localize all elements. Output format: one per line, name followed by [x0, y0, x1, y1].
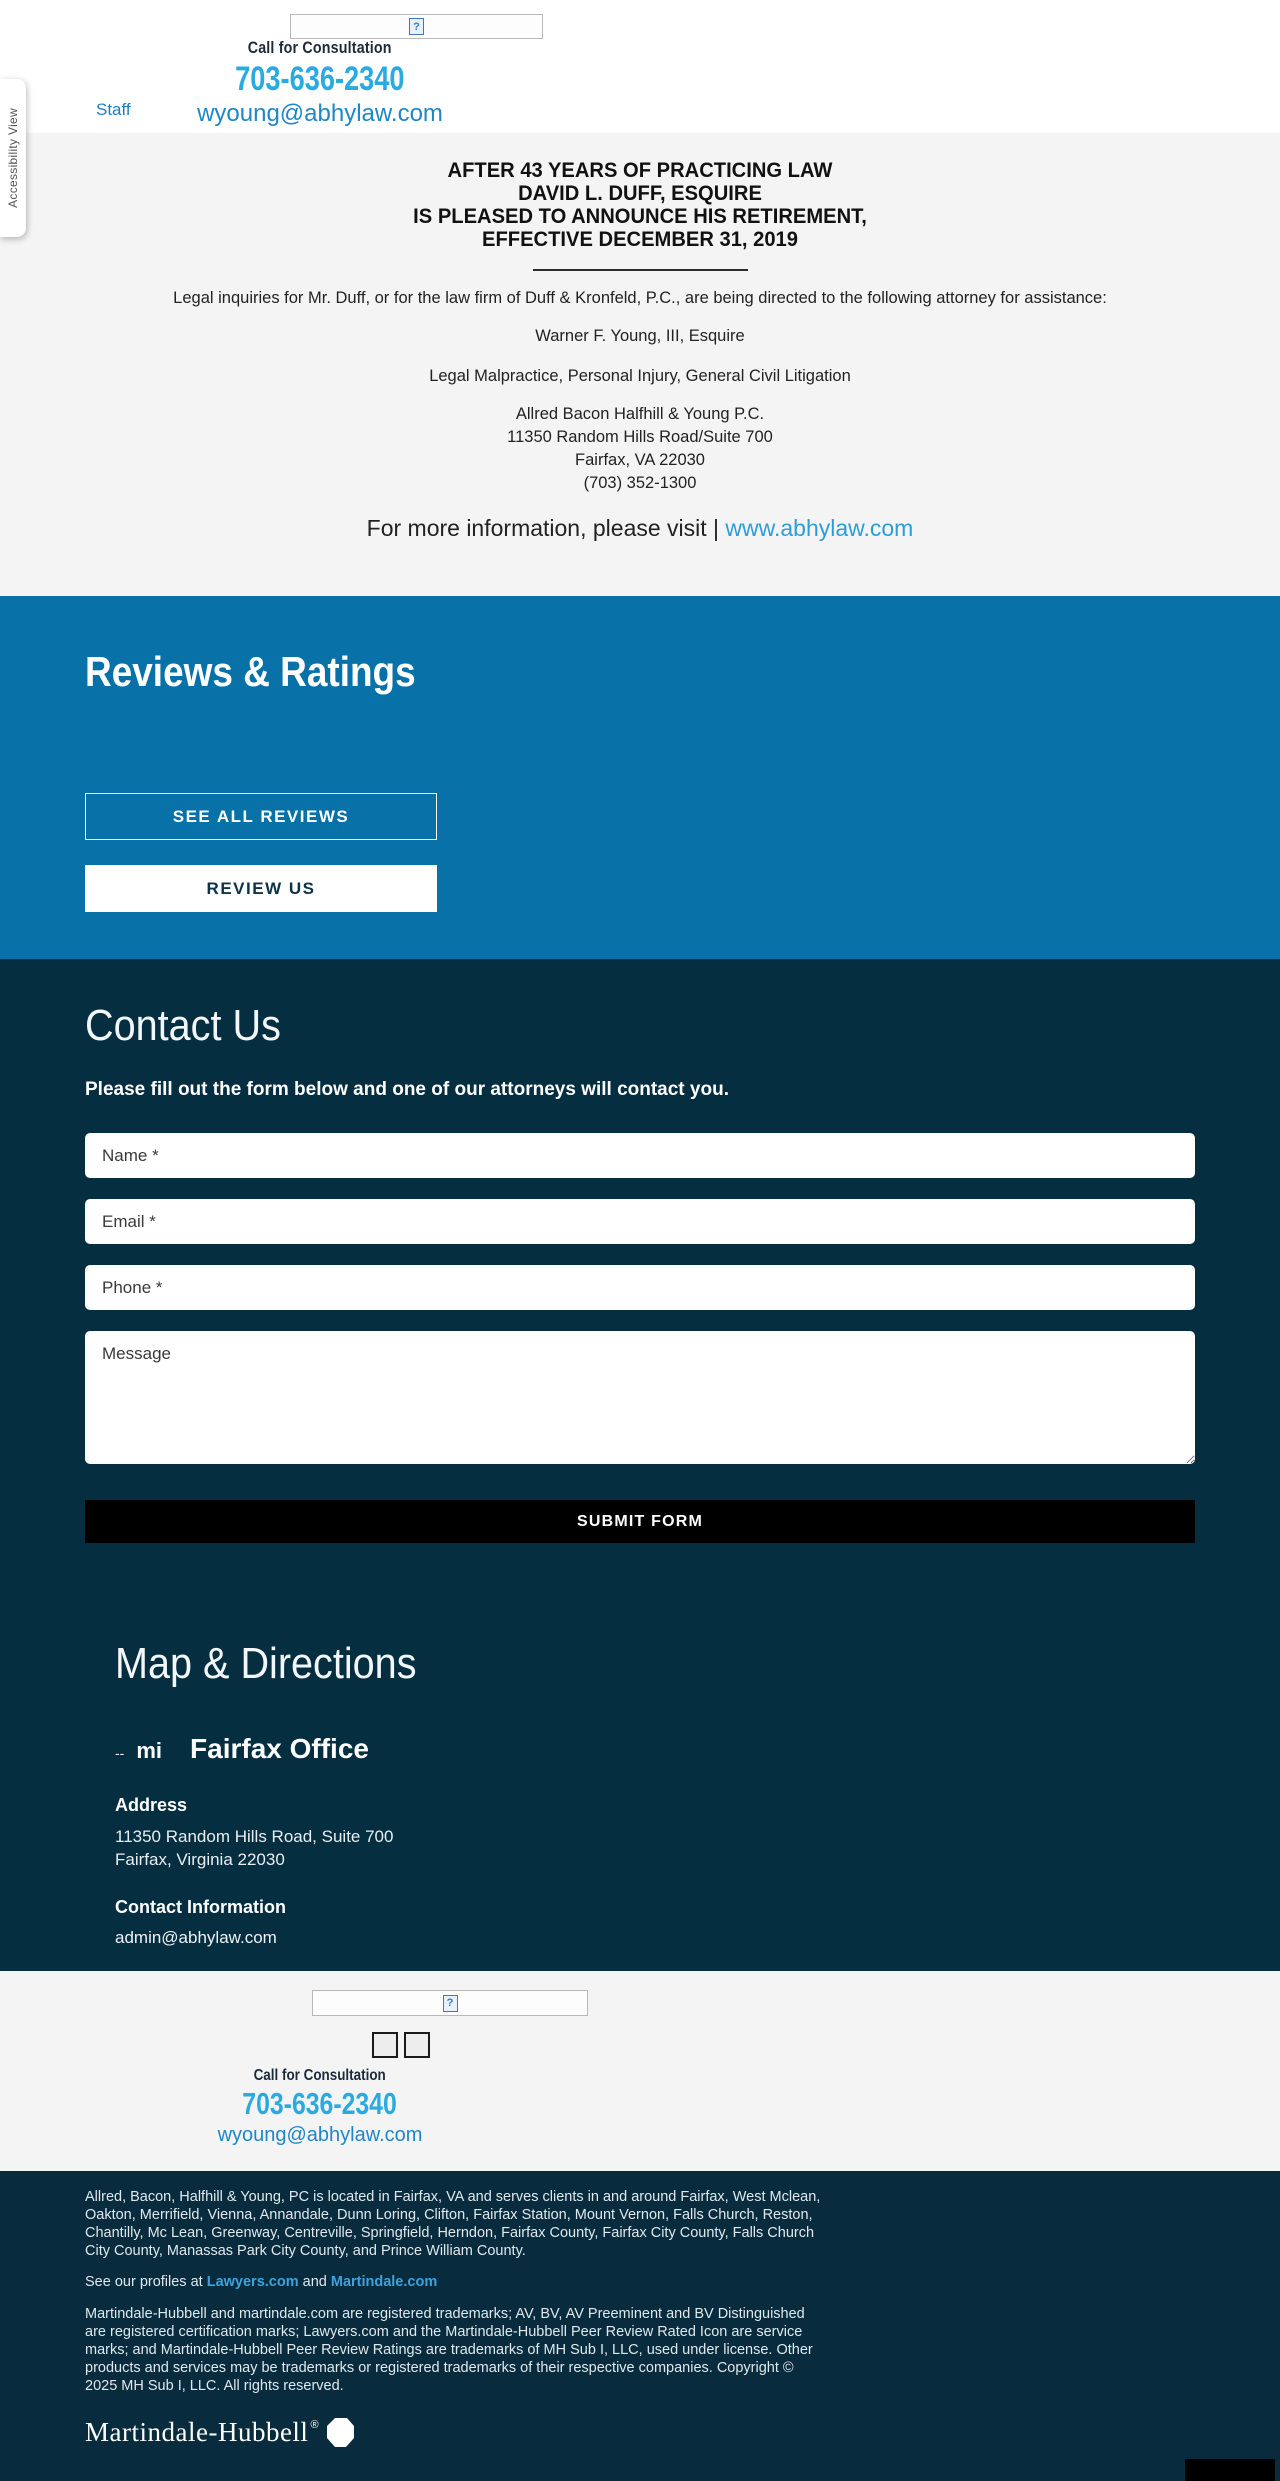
message-field[interactable] — [85, 1331, 1195, 1464]
announcement-intro: Legal inquiries for Mr. Duff, or for the law firm of Duff & Kronfeld, P.C., are being directed to the following attorney for assistance: — [173, 289, 1107, 307]
footer-logo-broken-image[interactable] — [312, 1990, 588, 2016]
martindale-com-link[interactable]: Martindale.com — [330, 2274, 438, 2290]
footer-call-label: Call for Consultation — [253, 2067, 387, 2084]
see-all-reviews-button[interactable]: SEE ALL REVIEWS — [85, 793, 437, 840]
office-row — [115, 1733, 1195, 1765]
firm-address-block: Allred Bacon Halfhill & Young P.C. 11350 Random Hills Road/Suite 700 Fairfax, VA 22030 (703) 352-1300 — [507, 405, 773, 492]
practice-areas: Legal Malpractice, Personal Injury, General Civil Litigation — [429, 367, 851, 385]
footer-contact-strip — [0, 1971, 1280, 2171]
profiles-line: See our profiles at Lawyers.com and Martindale.com — [85, 2274, 438, 2290]
social-icon-placeholder-2[interactable] — [404, 2032, 430, 2058]
footer-phone-link[interactable]: 703-636-2340 — [242, 2086, 398, 2121]
reviews-ratings-section — [0, 596, 1280, 959]
submit-form-button[interactable]: SUBMIT FORM — [85, 1500, 1195, 1543]
lawyers-com-link[interactable]: Lawyers.com — [206, 2274, 299, 2290]
header-email-link[interactable]: wyoung@abhylaw.com — [197, 100, 443, 127]
distance-value: -- — [115, 1745, 125, 1761]
contact-info-label: Contact Information — [115, 1897, 286, 1917]
header-contact-block — [85, 38, 555, 128]
call-for-consultation-label: Call for Consultation — [248, 38, 392, 57]
attorney-name: Warner F. Young, III, Esquire — [535, 327, 745, 345]
address-label: Address — [115, 1795, 188, 1815]
broken-image-icon: ? — [443, 1995, 458, 2012]
broken-image-icon: ? — [409, 18, 424, 35]
review-us-button[interactable]: REVIEW US — [85, 865, 437, 912]
legal-footer — [0, 2171, 1280, 2481]
site-header — [0, 0, 1280, 133]
footer-contact-block — [85, 2067, 555, 2147]
contact-form — [85, 1133, 1195, 1543]
footer-email-link[interactable]: wyoung@abhylaw.com — [217, 2124, 423, 2146]
phone-field[interactable] — [85, 1265, 1195, 1310]
accessibility-view-label: Accessibility View — [6, 108, 20, 208]
contact-title: Contact Us — [85, 1001, 281, 1050]
name-field[interactable] — [85, 1133, 1195, 1178]
office-email-link[interactable]: admin@abhylaw.com — [115, 1928, 277, 1947]
service-area-text: Allred, Bacon, Halfhill & Young, PC is located in Fairfax, VA and serves clients in and around Fairfax, West Mclean, Oakton, Merrifield, Vienna, Annandale, Dunn Loring, Clifton, Fairfax Station, Mount Vernon, Falls Church, Reston, Chantilly, Mc Lean, Greenway, Centreville, Springfield, Herndon, Fairfax County, Fairfax City County, Falls Church City County, Manassas Park City County, and Prince William County. — [85, 2189, 821, 2259]
trademark-text: Martindale-Hubbell and martindale.com are registered trademarks; AV, BV, AV Preeminent and BV Distinguished are registered certification marks; Lawyers.com and the Martindale-Hubbell Peer Review Rated Icon are service marks; and Martindale-Hubbell Peer Review Ratings are trademarks of MH Sub I, LLC, used under license. Other products and services may be trademarks or registered trademarks of their respective companies. Copyright © 2025 MH Sub I, LLC. All rights reserved. — [85, 2306, 813, 2394]
contact-us-section — [0, 959, 1280, 1971]
announcement-heading: AFTER 43 YEARS OF PRACTICING LAW DAVID L. DUFF, ESQUIRE IS PLEASED TO ANNOUNCE HIS RETIREMENT, EFFECTIVE DECEMBER 31, 2019 — [413, 159, 867, 251]
abhylaw-link[interactable]: www.abhylaw.com — [725, 515, 914, 541]
announcement-divider — [533, 269, 748, 271]
martindale-hubbell-logo[interactable]: Martindale-Hubbell ® — [85, 2417, 1280, 2448]
firm-logo-broken-image[interactable] — [290, 14, 543, 39]
reviews-title: Reviews & Ratings — [85, 648, 416, 695]
office-name: Fairfax Office — [190, 1733, 369, 1764]
map-directions-section — [85, 1639, 1195, 1949]
distance-unit: mi — [136, 1738, 163, 1763]
office-address: 11350 Random Hills Road, Suite 700 Fairfax, Virginia 22030 — [115, 1827, 394, 1869]
retirement-announcement-section — [0, 133, 1280, 596]
registered-mark: ® — [310, 2418, 319, 2431]
reviews-buttons — [85, 793, 1280, 912]
more-info-line: For more information, please visit | www.abhylaw.com — [366, 515, 914, 541]
contact-subtitle: Please fill out the form below and one of our attorneys will contact you. — [85, 1079, 729, 1100]
accessibility-view-tab[interactable] — [0, 79, 26, 237]
header-phone-link[interactable]: 703-636-2340 — [235, 60, 405, 98]
email-field[interactable] — [85, 1199, 1195, 1244]
hexagon-icon — [327, 2418, 354, 2447]
nav-staff-link[interactable]: Staff — [96, 100, 131, 119]
social-icon-placeholder-1[interactable] — [372, 2032, 398, 2058]
corner-widget[interactable] — [1185, 2459, 1275, 2481]
map-title: Map & Directions — [115, 1639, 417, 1688]
